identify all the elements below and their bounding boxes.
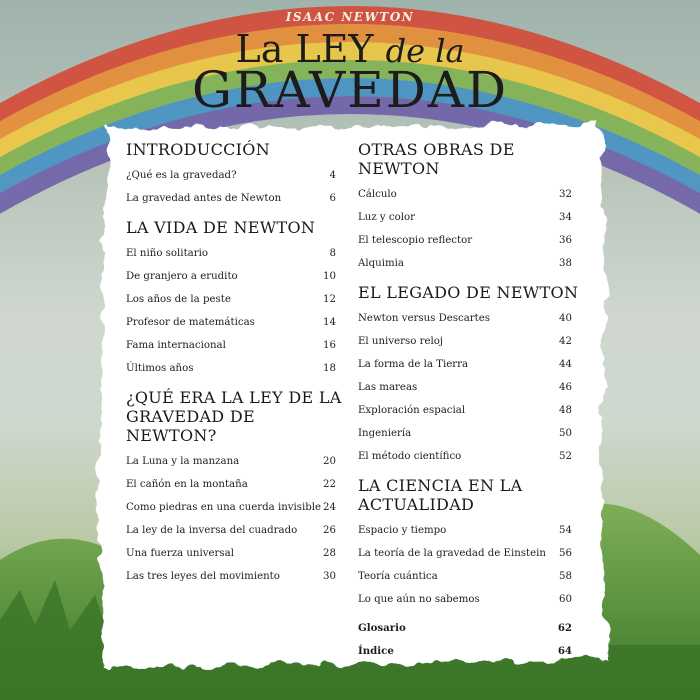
toc-entry[interactable] xyxy=(358,519,584,542)
toc-entry-index[interactable] xyxy=(358,640,584,663)
entry-page: 30 xyxy=(323,571,336,582)
toc-entry[interactable] xyxy=(126,357,348,380)
entry-page: 14 xyxy=(323,317,336,328)
entry-label: La gravedad antes de Newton xyxy=(126,193,282,204)
entry-label: Ingeniería xyxy=(358,428,412,439)
section-title-line: ¿QUÉ ERA LA LEY DE LA xyxy=(126,388,342,407)
entry-page: 46 xyxy=(559,382,572,393)
entry-label: Índice xyxy=(358,645,394,657)
toc-entry[interactable] xyxy=(358,422,584,445)
toc-entry[interactable] xyxy=(126,473,348,496)
section-title: LA VIDA DE NEWTON xyxy=(126,218,316,237)
entry-label: Como piedras en una cuerda invisible xyxy=(126,502,322,513)
toc-entry[interactable] xyxy=(126,164,348,187)
entry-label: Últimos años xyxy=(126,363,194,374)
entry-page: 60 xyxy=(559,594,572,605)
toc-entry[interactable] xyxy=(358,206,584,229)
toc-entry[interactable] xyxy=(126,542,348,565)
toc-entry[interactable] xyxy=(358,445,584,468)
entry-page: 36 xyxy=(559,235,572,246)
toc-entry[interactable] xyxy=(126,519,348,542)
toc-entry[interactable] xyxy=(358,330,584,353)
toc-entry[interactable] xyxy=(126,565,348,588)
entry-page: 42 xyxy=(559,336,572,347)
toc-entry[interactable] xyxy=(358,588,584,611)
entry-label: Espacio y tiempo xyxy=(358,525,447,536)
entry-label: Una fuerza universal xyxy=(126,548,234,559)
toc-entry[interactable] xyxy=(126,496,348,519)
entry-label: El universo reloj xyxy=(358,336,444,347)
section-title: INTRODUCCIÓN xyxy=(126,140,270,159)
toc-entry[interactable] xyxy=(126,288,348,311)
entry-label: Cálculo xyxy=(358,189,397,200)
entry-label: Profesor de matemáticas xyxy=(126,317,255,328)
entry-label: El cañón en la montaña xyxy=(126,479,248,490)
entry-label: Los años de la peste xyxy=(126,294,231,305)
entry-label: El método científico xyxy=(358,451,462,462)
toc-entry[interactable] xyxy=(358,252,584,275)
entry-label: La forma de la Tierra xyxy=(358,359,469,370)
entry-label: Luz y color xyxy=(358,212,416,223)
title-line-2: GRAVEDAD xyxy=(191,61,509,119)
entry-page: 52 xyxy=(559,451,572,462)
toc-entry[interactable] xyxy=(358,542,584,565)
entry-page: 18 xyxy=(323,363,336,374)
toc-entry[interactable] xyxy=(126,265,348,288)
entry-page: 10 xyxy=(323,271,336,282)
entry-label: ¿Qué es la gravedad? xyxy=(126,170,237,181)
entry-label: Teoría cuántica xyxy=(358,571,438,582)
entry-page: 56 xyxy=(559,548,572,559)
entry-label: De granjero a erudito xyxy=(126,271,238,282)
toc-entry[interactable] xyxy=(358,229,584,252)
entry-label: Alquimia xyxy=(358,258,404,269)
section-title: EL LEGADO DE NEWTON xyxy=(358,283,579,302)
toc-entry[interactable] xyxy=(126,450,348,473)
entry-page: 58 xyxy=(559,571,572,582)
entry-page: 22 xyxy=(323,479,336,490)
entry-page: 54 xyxy=(559,525,572,536)
toc-entry[interactable] xyxy=(358,376,584,399)
entry-label: Glosario xyxy=(358,622,406,634)
entry-page: 48 xyxy=(559,405,572,416)
toc-right-column xyxy=(358,140,584,663)
toc-entry[interactable] xyxy=(126,187,348,210)
entry-page: 6 xyxy=(329,193,336,204)
toc-entry[interactable] xyxy=(358,565,584,588)
entry-page: 40 xyxy=(559,313,572,324)
title-area xyxy=(0,0,700,130)
entry-label: Fama internacional xyxy=(126,340,226,351)
entry-label: La teoría de la gravedad de Einstein xyxy=(358,548,546,559)
toc-entry[interactable] xyxy=(126,334,348,357)
entry-label: Newton versus Descartes xyxy=(358,313,491,324)
entry-label: Lo que aún no sabemos xyxy=(358,594,480,605)
toc-entry[interactable] xyxy=(126,242,348,265)
entry-page: 28 xyxy=(323,548,336,559)
entry-page: 64 xyxy=(557,645,572,657)
entry-page: 16 xyxy=(323,340,336,351)
title-word-de-la: de la xyxy=(385,32,465,70)
entry-page: 32 xyxy=(559,189,572,200)
section-title: OTRAS OBRAS DE NEWTON xyxy=(358,140,515,178)
entry-page: 44 xyxy=(559,359,572,370)
entry-page: 12 xyxy=(323,294,336,305)
toc-entry[interactable] xyxy=(358,183,584,206)
section-title-line: ACTUALIDAD xyxy=(358,495,475,514)
entry-label: Las mareas xyxy=(358,382,418,393)
entry-page: 38 xyxy=(559,258,572,269)
toc-entry[interactable] xyxy=(358,353,584,376)
section-title-line: LA CIENCIA EN LA xyxy=(358,476,523,495)
toc-left-column xyxy=(126,140,348,588)
entry-page: 24 xyxy=(323,502,336,513)
entry-label: El telescopio reflector xyxy=(358,235,473,246)
entry-label: Exploración espacial xyxy=(358,405,466,416)
entry-page: 8 xyxy=(329,248,336,259)
entry-label: Las tres leyes del movimiento xyxy=(126,571,280,582)
toc-entry-glossary[interactable] xyxy=(358,617,584,640)
title-word-la: La xyxy=(235,27,284,71)
entry-page: 4 xyxy=(329,170,336,181)
title-word-ley: LEY xyxy=(295,27,374,71)
section-title-line: GRAVEDAD DE NEWTON? xyxy=(126,407,255,445)
entry-label: La Luna y la manzana xyxy=(126,456,240,467)
toc-entry[interactable] xyxy=(126,311,348,334)
entry-page: 26 xyxy=(323,525,336,536)
entry-label: La ley de la inversa del cuadrado xyxy=(126,525,298,536)
entry-page: 50 xyxy=(559,428,572,439)
entry-label: El niño solitario xyxy=(126,248,208,259)
author-name: ISAAC NEWTON xyxy=(285,10,415,24)
entry-page: 62 xyxy=(557,622,572,634)
entry-page: 34 xyxy=(559,212,572,223)
toc-entry[interactable] xyxy=(358,307,584,330)
entry-page: 20 xyxy=(323,456,336,467)
toc-entry[interactable] xyxy=(358,399,584,422)
